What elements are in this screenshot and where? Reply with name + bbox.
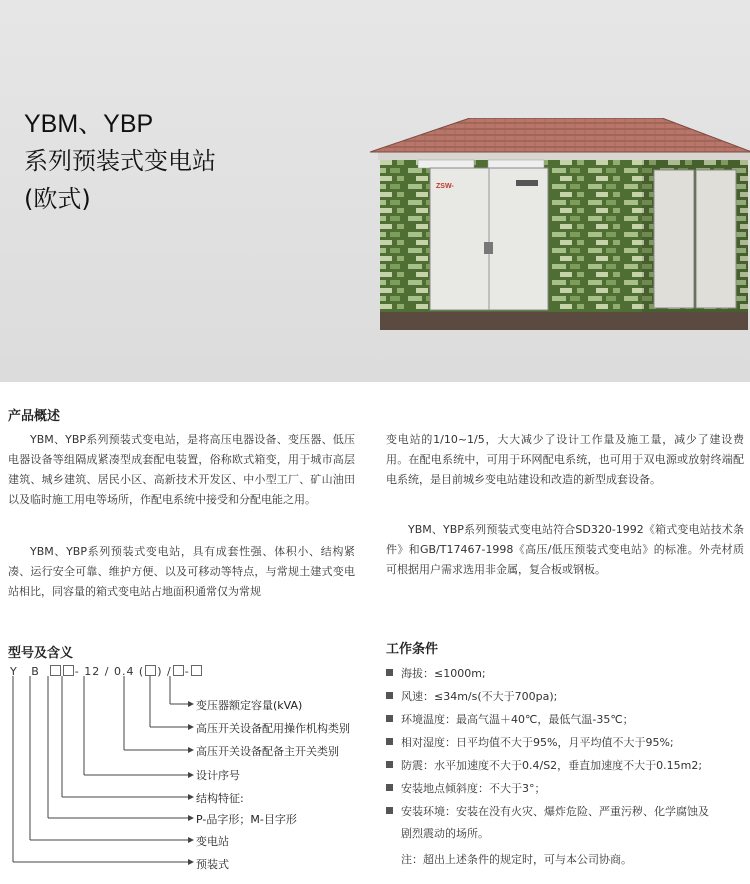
condition-item-altitude: 海拔：≤1000m;	[386, 665, 486, 681]
side-door-2	[696, 170, 736, 308]
bullet-icon	[386, 784, 393, 791]
code-close: ) /	[157, 665, 172, 678]
hero-banner	[0, 0, 750, 382]
code-box-1	[50, 665, 61, 676]
bullet-icon	[386, 807, 393, 814]
model-def-substation: 变电站	[196, 835, 229, 848]
condition-item-wind: 风速：≤34m/s(不大于700pa);	[386, 688, 557, 704]
code-box-2	[63, 665, 74, 676]
model-def-design-no: 设计序号	[196, 769, 240, 782]
side-door-1	[654, 170, 694, 308]
station-base	[380, 310, 748, 330]
substation-illustration	[370, 118, 750, 336]
code-box-5	[191, 665, 202, 676]
overview-right-para1: 变电站的1/10~1/5，大大减少了设计工作量及施工量，减少了建设费用。在配电系统中，可用于环网配电系统，也可用于双电源或放射终端配电系统，是目前城乡变电站建设和改造的新型成套设备。	[386, 433, 744, 486]
code-dash: -	[184, 665, 190, 678]
model-def-prefab: 预装式	[196, 858, 229, 871]
condition-item-temperature: 环境温度：最高气温＋40℃，最低气温-35℃；	[386, 711, 634, 727]
code-box-3	[145, 665, 156, 676]
overview-right-para2: YBM、YBP系列预装式变电站符合SD320-1992《箱式变电站技术条件》和GB/T17467-1998《高压/低压预装式变电站》的标准。外壳材质可根据用户需求选用非金属，复合板或钢板。	[386, 523, 744, 576]
code-mid: - 12 / 0.4 (	[74, 665, 145, 678]
model-heading: 型号及含义	[8, 646, 74, 661]
code-box-4	[173, 665, 184, 676]
model-def-shape: P-品字形；M-目字形	[196, 813, 297, 826]
overview-left-para2: YBM、YBP系列预装式变电站，具有成套性强、体积小、结构紧凑、运行安全可靠、维护方便、以及可移动等特点，与常规土建式变电站相比，同容量的箱式变电站占地面积通常仅为常规	[8, 545, 355, 598]
bullet-icon	[386, 692, 393, 699]
condition-item-seismic: 防震：水平加速度不大于0.4/S2，垂直加速度不大于0.15m2;	[386, 757, 702, 773]
conditions-note: 注：超出上述条件的规定时，可与本公司协商。	[401, 853, 632, 866]
model-def-structure: 结构特征:	[196, 792, 244, 805]
condition-item-slope: 安装地点倾斜度：不大于3°；	[386, 780, 546, 796]
condition-item-humidity: 相对湿度：日平均值不大于95%，月平均值不大于95%;	[386, 734, 674, 750]
hero-title-line3: (欧式)	[24, 185, 91, 213]
condition-item-environment-cont: 剧烈震动的场所。	[401, 827, 489, 840]
bullet-icon	[386, 715, 393, 722]
bullet-icon	[386, 669, 393, 676]
code-letter-y: Y	[10, 665, 18, 678]
code-letter-b: B	[31, 665, 40, 678]
condition-item-environment: 安装环境：安装在没有火灾、爆炸危险、严重污秽、化学腐蚀及	[386, 803, 709, 819]
model-def-main-switch: 高压开关设备配备主开关类别	[196, 745, 339, 758]
overview-heading: 产品概述	[8, 409, 61, 424]
roof	[370, 118, 750, 152]
model-def-operating-mechanism: 高压开关设备配用操作机构类别	[196, 722, 350, 735]
bullet-icon	[386, 738, 393, 745]
door-brand-logo: ZSW-	[436, 183, 454, 190]
model-leader-lines	[0, 676, 200, 866]
hero-title-line2: 系列预装式变电站	[24, 147, 216, 175]
overview-left-para1: YBM、YBP系列预装式变电站，是将高压电器设备、变压器、低压电器设备等组隔成紧凑型成套配电装置，俗称欧式箱变，用于城市高层建筑、城乡建筑、居民小区、高新技术开发区、中小型工厂、矿山油田以及临时施工用电等场所，作配电系统中接受和分配电能之用。	[8, 433, 355, 506]
bullet-icon	[386, 761, 393, 768]
model-def-capacity: 变压器额定容量(kVA)	[196, 699, 303, 712]
hero-title-line1: YBM、YBP	[24, 110, 154, 138]
conditions-heading: 工作条件	[386, 642, 439, 657]
